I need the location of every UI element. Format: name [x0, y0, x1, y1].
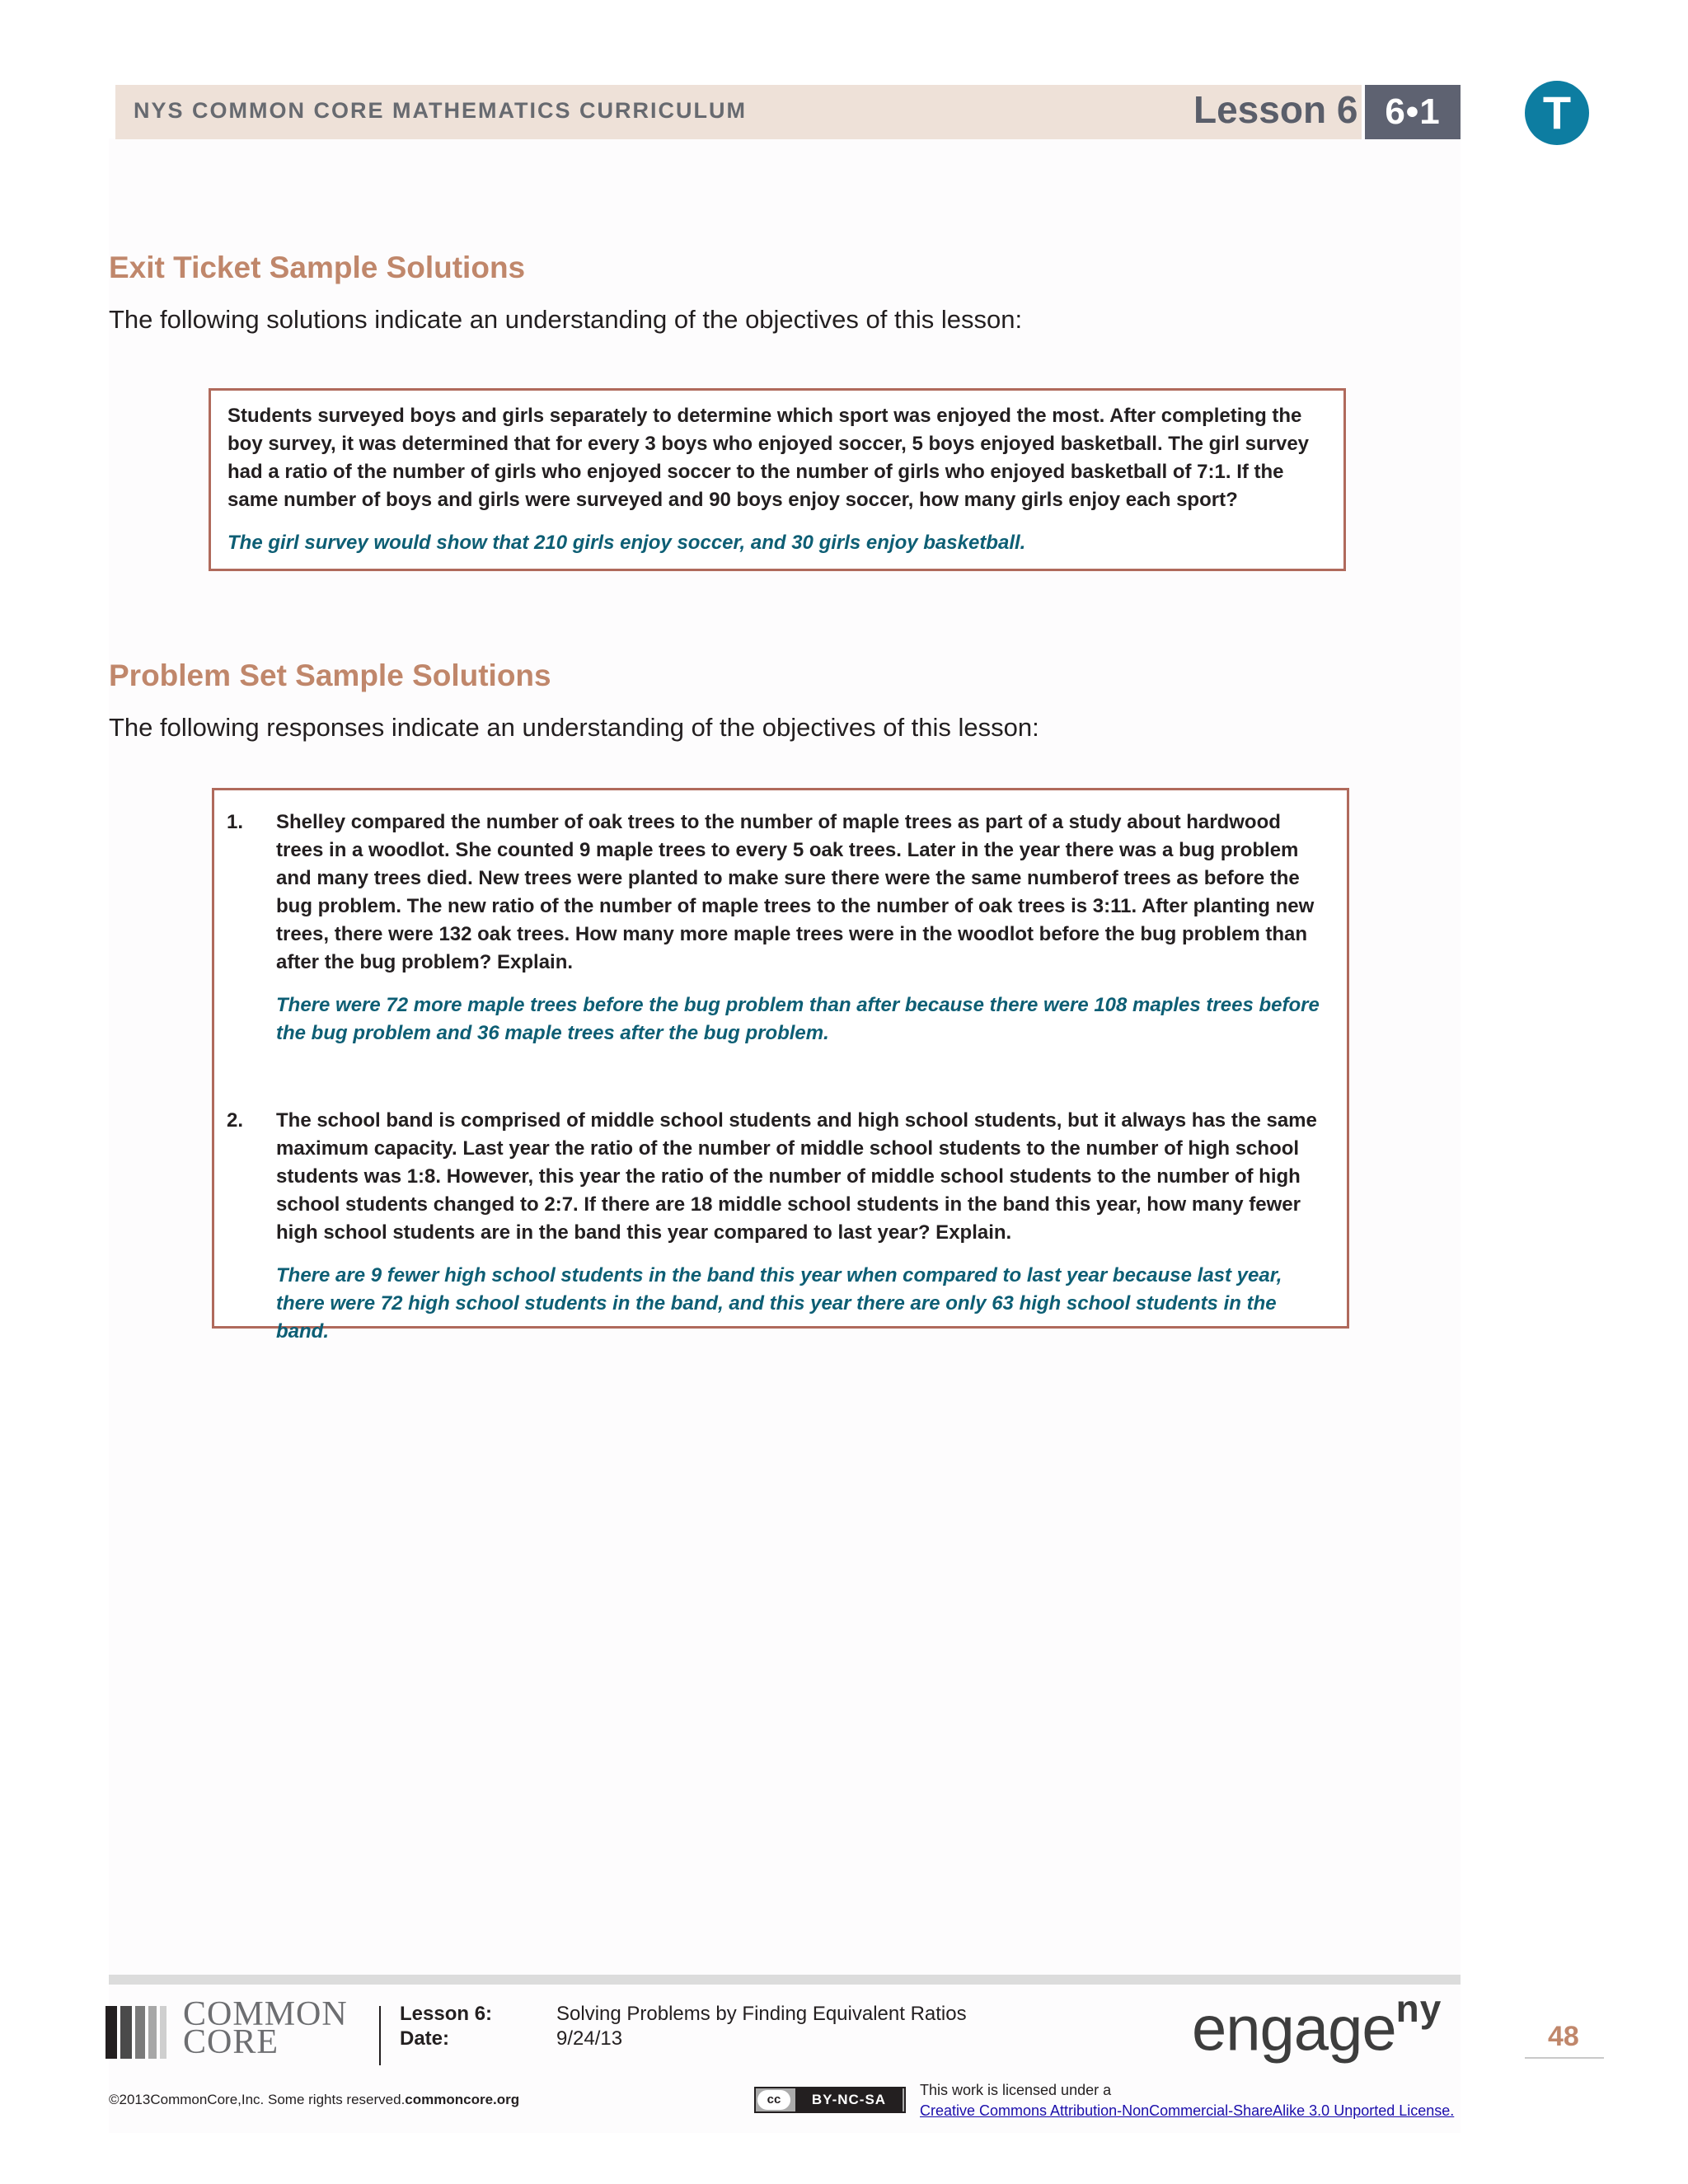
problem-number: 2.	[227, 1109, 244, 1132]
problem-answer: There are 9 fewer high school students in the band this year when compared to last year because last year, there were 72 high school students in the band, and this year there are only 63 high school students in the band.	[276, 1264, 1282, 1343]
creative-commons-badge[interactable]	[754, 2087, 906, 2113]
problem-number: 1.	[227, 811, 244, 833]
problem-question: Shelley compared the number of oak trees to the number of maple trees as part of a study about hardwood trees in a woodlot. She counted 9 maple trees to every 5 oak trees. Later in the year there was a bug problem and many trees died. New trees were planted to make sure there were the same numberof trees as before the bug problem. The new ratio of the number of maple trees to the number of oak trees is 3:11. After planting new trees, there were 132 oak trees. How many more maple trees were in the woodlot before the bug problem than after the bug problem? Explain.	[276, 811, 1315, 973]
teacher-badge-icon: T	[1525, 81, 1589, 145]
problem-set-intro: The following responses indicate an understanding of the objectives of this lesson:	[109, 713, 1039, 742]
cc-icon: cc	[757, 2090, 790, 2110]
footer-lesson-label: Lesson 6:	[400, 2003, 493, 2025]
page-number: 48	[1548, 2021, 1579, 2052]
footer-divider	[379, 2006, 381, 2065]
common-core-logo-icon	[106, 2006, 170, 2059]
engage-ny-superscript: ny	[1395, 1987, 1442, 2030]
curriculum-title: NYS COMMON CORE MATHEMATICS CURRICULUM	[134, 98, 747, 123]
copyright-text: ©2013CommonCore,Inc. Some rights reserved.	[109, 2092, 406, 2107]
exit-ticket-title: Exit Ticket Sample Solutions	[109, 251, 526, 284]
license-link[interactable]: Creative Commons Attribution-NonCommercial-ShareAlike 3.0 Unported License.	[920, 2102, 1455, 2119]
grade-module-badge: 6•1	[1365, 85, 1461, 139]
problem-question: The school band is comprised of middle school students and high school students, but it always has the same maximum capacity. Last year the ratio of the number of middle school students to the number of high school students was 1:8. However, this year the ratio of the number of middle school students to the number of high school students changed to 2:7. If there are 18 middle school students in the band this year, how many fewer high school students are in the band this year compared to last year? Explain.	[276, 1109, 1317, 1244]
engage-word: engage	[1192, 1994, 1396, 2064]
common-core-logo-line1: COMMON	[183, 1995, 348, 2033]
exit-ticket-intro: The following solutions indicate an understanding of the objectives of this lesson:	[109, 305, 1023, 334]
problem-set-box	[212, 788, 1349, 1343]
page-number-rule	[1525, 2057, 1604, 2059]
engageny-logo	[1192, 1987, 1442, 2064]
exit-ticket-answer: The girl survey would show that 210 girls enjoy soccer, and 30 girls enjoy basketball.	[227, 532, 1026, 554]
footer-date-label: Date:	[400, 2027, 450, 2050]
exit-ticket-box	[209, 388, 1346, 571]
common-core-logo-line2: CORE	[183, 2023, 279, 2061]
problem-item	[214, 808, 1332, 1047]
footer-date-value: 9/24/13	[556, 2027, 623, 2050]
problem-answer: There were 72 more maple trees before the bug problem than after because there were 108 maples trees before the bug problem and 36 maple trees after the bug problem.	[276, 994, 1320, 1044]
footer-lesson-title: Solving Problems by Finding Equivalent Ratios	[556, 2003, 967, 2025]
problem-set-title: Problem Set Sample Solutions	[109, 658, 551, 692]
license-text: This work is licensed under a	[920, 2082, 1112, 2098]
cc-license-type: BY-NC-SA	[795, 2088, 903, 2111]
problem-item	[214, 1107, 1332, 1346]
copyright-site-link[interactable]: commoncore.org	[405, 2092, 520, 2107]
footer-rule	[109, 1975, 1461, 1985]
copyright-notice	[109, 2092, 519, 2108]
lesson-label: Lesson 6	[1193, 88, 1358, 131]
exit-ticket-question: Students surveyed boys and girls separately to determine which sport was enjoyed the most. After completing the boy survey, it was determined that for every 3 boys who enjoyed soccer, 5 boys enjoyed basketball. The girl survey had a ratio of the number of girls who enjoyed soccer to the number of girls who enjoyed basketball of 7:1. If the same number of boys and girls were surveyed and 90 boys enjoy soccer, how many girls enjoy each sport?	[227, 405, 1310, 511]
